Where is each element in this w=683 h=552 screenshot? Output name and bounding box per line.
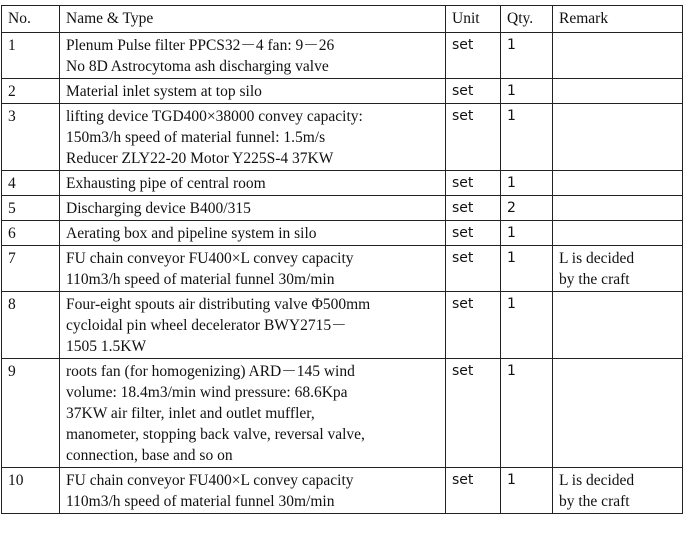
cell-remark: L is decided by the craft xyxy=(553,468,683,514)
cell-name-type: Aerating box and pipeline system in silo xyxy=(60,221,446,246)
cell-remark xyxy=(553,292,683,359)
cell-name-type: FU chain conveyor FU400×L convey capacity 110m3/h speed of material funnel 30m/min xyxy=(60,468,446,514)
cell-no: 10 xyxy=(2,468,60,514)
header-name-type: Name & Type xyxy=(60,6,446,33)
header-remark: Remark xyxy=(553,6,683,33)
cell-remark xyxy=(553,33,683,79)
table-row xyxy=(2,246,683,292)
cell-unit: set xyxy=(446,359,501,468)
cell-unit: set xyxy=(446,33,501,79)
cell-remark xyxy=(553,171,683,196)
cell-name-type: Plenum Pulse filter PPCS32－4 fan: 9－26 No 8D Astrocytoma ash discharging valve xyxy=(60,33,446,79)
cell-qty: 1 xyxy=(501,221,553,246)
table-row xyxy=(2,359,683,468)
cell-name-type: Four-eight spouts air distributing valve Φ500mm cycloidal pin wheel decelerator BWY2715－ 1505 1.5KW xyxy=(60,292,446,359)
header-row xyxy=(2,6,683,33)
cell-no: 1 xyxy=(2,33,60,79)
cell-remark xyxy=(553,196,683,221)
table-row xyxy=(2,33,683,79)
header-no: No. xyxy=(2,6,60,33)
cell-no: 2 xyxy=(2,79,60,104)
cell-name-type: Exhausting pipe of central room xyxy=(60,171,446,196)
table-row xyxy=(2,468,683,514)
cell-qty: 1 xyxy=(501,79,553,104)
table-row xyxy=(2,292,683,359)
cell-remark: L is decided by the craft xyxy=(553,246,683,292)
cell-name-type: lifting device TGD400×38000 convey capacity: 150m3/h speed of material funnel: 1.5m/s Reducer ZLY22-20 Motor Y225S-4 37KW xyxy=(60,104,446,171)
cell-qty: 1 xyxy=(501,359,553,468)
cell-qty: 1 xyxy=(501,292,553,359)
cell-name-type: Discharging device B400/315 xyxy=(60,196,446,221)
cell-remark xyxy=(553,79,683,104)
header-unit: Unit xyxy=(446,6,501,33)
table-row xyxy=(2,104,683,171)
table-row xyxy=(2,221,683,246)
cell-unit: set xyxy=(446,171,501,196)
cell-unit: set xyxy=(446,468,501,514)
cell-remark xyxy=(553,359,683,468)
cell-unit: set xyxy=(446,104,501,171)
cell-qty: 1 xyxy=(501,171,553,196)
header-qty: Qty. xyxy=(501,6,553,33)
cell-unit: set xyxy=(446,246,501,292)
table-row xyxy=(2,171,683,196)
cell-qty: 1 xyxy=(501,33,553,79)
cell-qty: 1 xyxy=(501,468,553,514)
cell-no: 9 xyxy=(2,359,60,468)
cell-no: 7 xyxy=(2,246,60,292)
cell-qty: 1 xyxy=(501,104,553,171)
equipment-table xyxy=(1,5,683,514)
cell-no: 3 xyxy=(2,104,60,171)
cell-name-type: FU chain conveyor FU400×L convey capacity 110m3/h speed of material funnel 30m/min xyxy=(60,246,446,292)
cell-unit: set xyxy=(446,79,501,104)
cell-no: 5 xyxy=(2,196,60,221)
cell-unit: set xyxy=(446,292,501,359)
cell-no: 4 xyxy=(2,171,60,196)
cell-qty: 2 xyxy=(501,196,553,221)
cell-unit: set xyxy=(446,196,501,221)
cell-name-type: Material inlet system at top silo xyxy=(60,79,446,104)
cell-no: 8 xyxy=(2,292,60,359)
cell-name-type: roots fan (for homogenizing) ARD－145 wind volume: 18.4m3/min wind pressure: 68.6Kpa 37KW air filter, inlet and outlet muffler, manometer, stopping back valve, reversal valve, connection, base and so on xyxy=(60,359,446,468)
cell-no: 6 xyxy=(2,221,60,246)
table-row xyxy=(2,196,683,221)
cell-remark xyxy=(553,221,683,246)
cell-unit: set xyxy=(446,221,501,246)
cell-qty: 1 xyxy=(501,246,553,292)
table-row xyxy=(2,79,683,104)
cell-remark xyxy=(553,104,683,171)
